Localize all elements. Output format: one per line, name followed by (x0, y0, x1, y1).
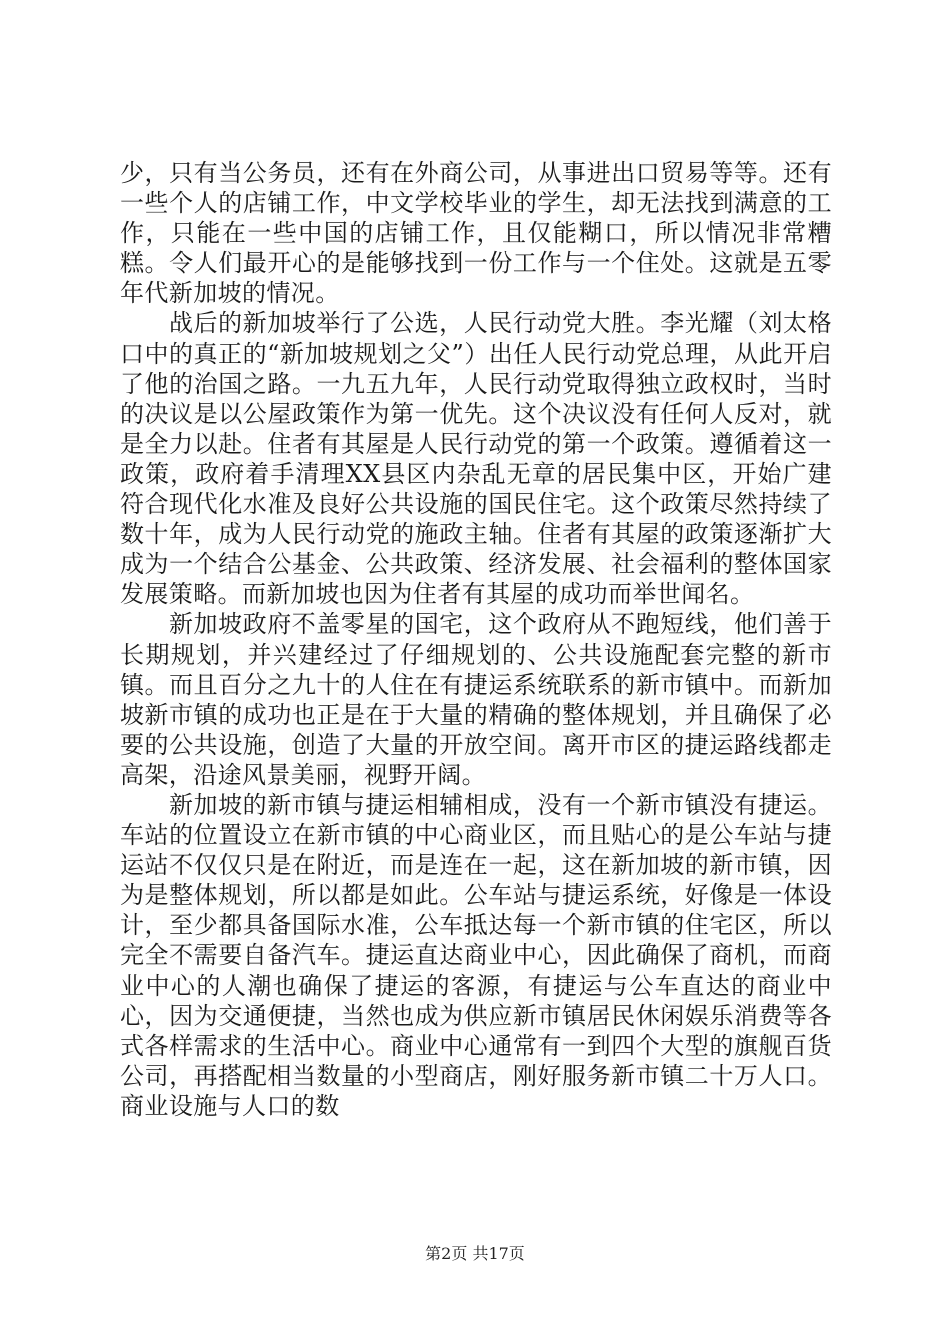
page-number-footer: 第2页 共17页 (425, 1244, 525, 1263)
paragraph-postwar-election: 战后的新加坡举行了公选，人民行动党大胜。李光耀（刘太格口中的真正的“新加坡规划之父”）出任人民行动党总理，从此开启了他的治国之路。一九五九年，人民行动党取得独立政权时，当时的决议是以公屋政策作为第一优先。这个决议没有任何人反对，就是全力以赴。住者有其屋是人民行动党的第一个政策。遵循着这一政策，政府着手清理XX县区内杂乱无章的居民集中区，开始广建符合现代化水准及良好公共设施的国民住宅。这个政策尽然持续了数十年，成为人民行动党的施政主轴。住者有其屋的政策逐渐扩大成为一个结合公基金、公共政策、经济发展、社会福利的整体国家发展策略。而新加坡也因为住者有其屋的成功而举世闻名。 (120, 309, 832, 609)
paragraph-continuation: 少，只有当公务员，还有在外商公司，从事进出口贸易等等。还有一些个人的店铺工作，中文学校毕业的学生，却无法找到满意的工作，只能在一些中国的店铺工作，且仅能糊口，所以情况非常糟糕。令人们最开心的是能够找到一份工作与一个住处。这就是五零年代新加坡的情况。 (120, 159, 832, 308)
paragraph-new-towns: 新加坡政府不盖零星的国宅，这个政府从不跑短线，他们善于长期规划，并兴建经过了仔细规划的、公共设施配套完整的新市镇。而且百分之九十的人住在有捷运系统联系的新市镇中。而新加坡新市镇的成功也正是在于大量的精确的整体规划，并且确保了必要的公共设施，创造了大量的开放空间。离开市区的捷运路线都走高架，沿途风景美丽，视野开阔。 (120, 610, 832, 789)
paragraph-transit: 新加坡的新市镇与捷运相辅相成，没有一个新市镇没有捷运。车站的位置设立在新市镇的中心商业区，而且贴心的是公车站与捷运站不仅仅只是在附近，而是连在一起，这在新加坡的新市镇，因为是整体规划，所以都是如此。公车站与捷运系统，好像是一体设计，至少都具备国际水准，公车抵达每一个新市镇的住宅区，所以完全不需要自备汽车。捷运直达商业中心，因此确保了商机，而商业中心的人潮也确保了捷运的客源，有捷运与公车直达的商业中心，因为交通便捷，当然也成为供应新市镇居民休闲娱乐消费等各式各样需求的生活中心。商业中心通常有一到四个大型的旗舰百货公司，再搭配相当数量的小型商店，刚好服务新市镇二十万人口。商业设施与人口的数 (120, 790, 832, 1120)
document-body (120, 158, 832, 1121)
